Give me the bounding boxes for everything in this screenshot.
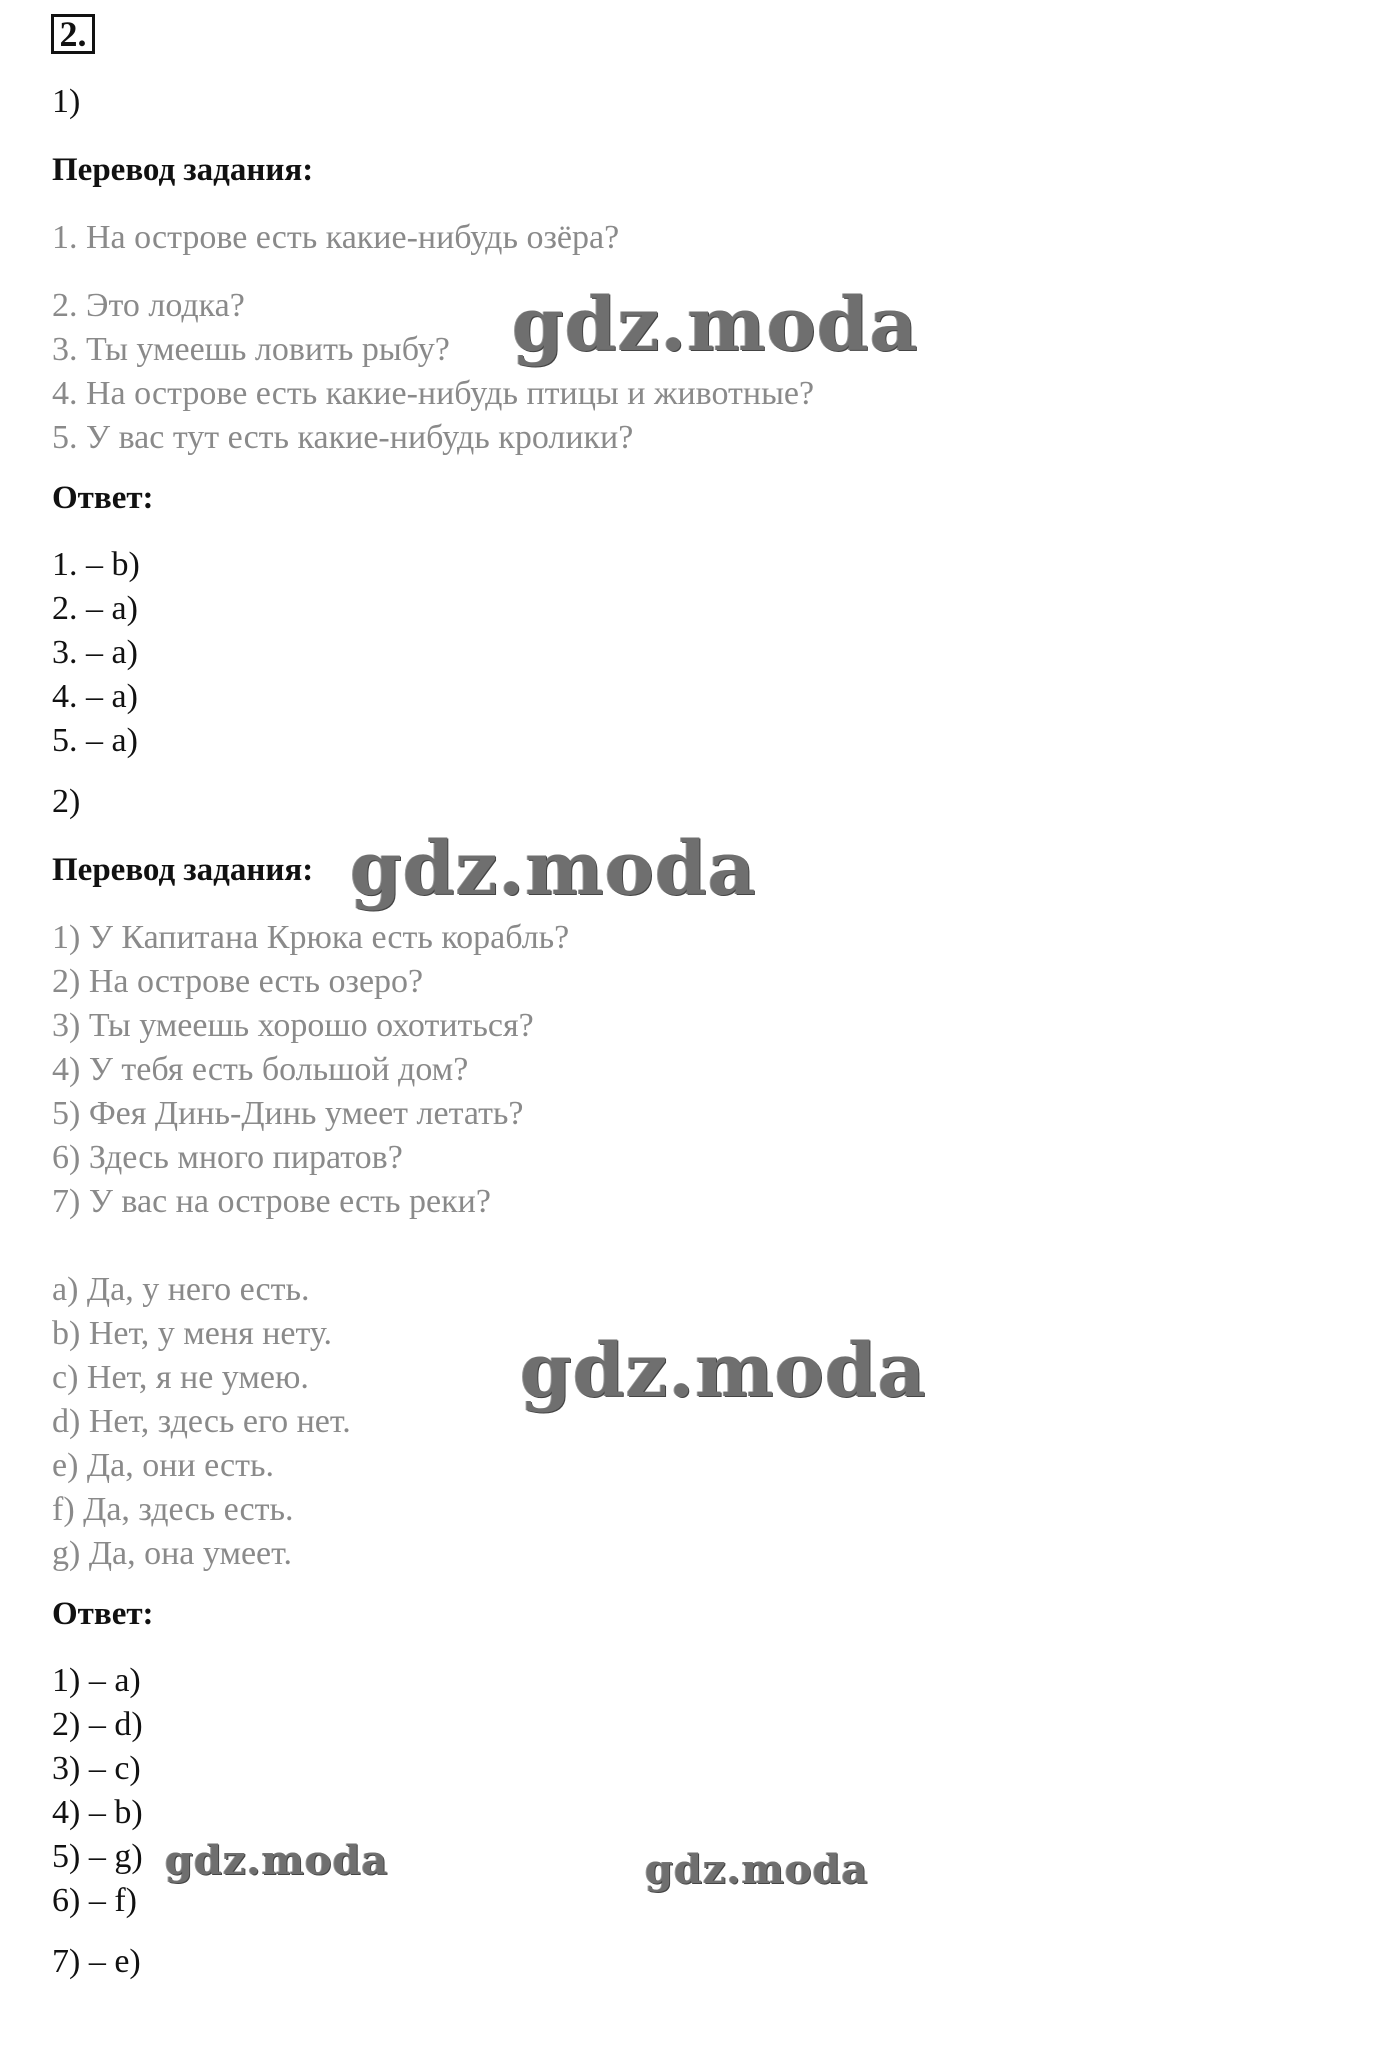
part1-label: 1) [52,83,81,120]
watermark: gdz.moda [645,1846,869,1893]
part1-translation-line: 3. Ты умеешь ловить рыбу? [52,331,450,368]
part1-answer-line: 1. – b) [52,546,140,583]
part2-option-line: f) Да, здесь есть. [52,1491,294,1528]
part2-answer-line: 6) – f) [52,1882,137,1919]
part1-answer-line: 2. – a) [52,590,138,627]
part2-answer-line: 1) – a) [52,1662,141,1699]
part2-answer-line: 7) – e) [52,1943,141,1980]
part1-translation-line: 4. На острове есть какие-нибудь птицы и животные? [52,375,815,412]
watermark: gdz.moda [165,1837,389,1884]
part2-option-line: b) Нет, у меня нету. [52,1315,333,1352]
watermark: gdz.moda [350,826,757,912]
watermark: gdz.moda [512,282,919,368]
part2-option-line: a) Да, у него есть. [52,1271,310,1308]
part1-translation-heading: Перевод задания: [52,152,314,188]
part2-answer-line: 3) – c) [52,1750,141,1787]
part2-question-line: 2) На острове есть озеро? [52,963,424,1000]
part1-answer-heading: Ответ: [52,480,154,516]
part2-answer-line: 2) – d) [52,1706,143,1743]
part2-label: 2) [52,783,81,820]
part2-question-line: 6) Здесь много пиратов? [52,1139,403,1176]
part2-question-line: 7) У вас на острове есть реки? [52,1183,491,1220]
part1-translation-line: 2. Это лодка? [52,287,245,324]
part2-option-line: g) Да, она умеет. [52,1535,292,1572]
watermark: gdz.moda [520,1328,927,1414]
part2-answer-line: 5) – g) [52,1838,143,1875]
part2-question-line: 1) У Капитана Крюка есть корабль? [52,919,570,956]
task-number-box: 2. [51,14,95,54]
part1-answer-line: 4. – a) [52,678,138,715]
part1-answer-line: 5. – a) [52,722,138,759]
part2-option-line: c) Нет, я не умею. [52,1359,309,1396]
part2-option-line: d) Нет, здесь его нет. [52,1403,351,1440]
part2-question-line: 4) У тебя есть большой дом? [52,1051,469,1088]
part2-question-line: 5) Фея Динь-Динь умеет летать? [52,1095,524,1132]
part2-question-line: 3) Ты умеешь хорошо охотиться? [52,1007,534,1044]
part2-answer-line: 4) – b) [52,1794,143,1831]
part1-translation-line: 5. У вас тут есть какие-нибудь кролики? [52,419,634,456]
part1-answer-line: 3. – a) [52,634,138,671]
part1-translation-line: 1. На острове есть какие-нибудь озёра? [52,219,620,256]
part2-translation-heading: Перевод задания: [52,852,314,888]
part2-answer-heading: Ответ: [52,1596,154,1632]
part2-option-line: e) Да, они есть. [52,1447,274,1484]
